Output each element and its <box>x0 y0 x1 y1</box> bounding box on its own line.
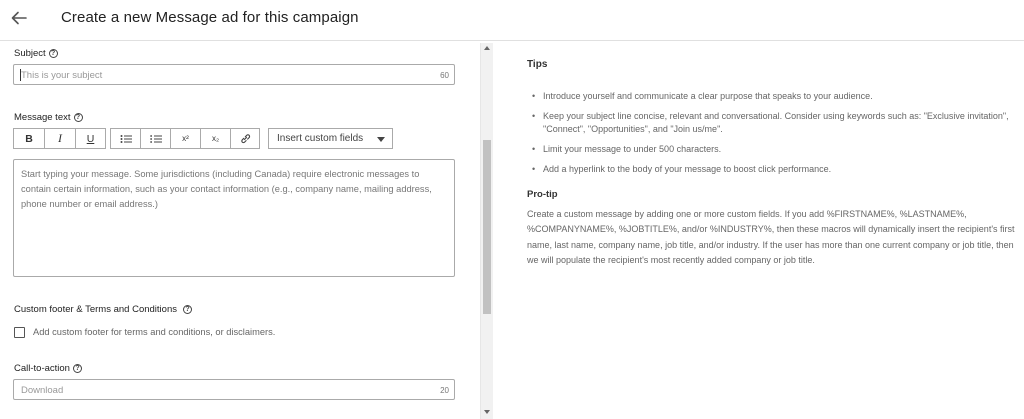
subject-input[interactable] <box>13 64 455 85</box>
numbered-list-button[interactable] <box>140 128 170 149</box>
format-toolbar-group <box>13 128 106 149</box>
insert-link-button[interactable] <box>230 128 260 149</box>
page-title: Create a new Message ad for this campaign <box>61 9 359 26</box>
cta-label <box>14 363 82 374</box>
cta-label-text: Call-to-action <box>14 363 70 374</box>
pro-tip-text: Create a custom message by adding one or more custom fields. If you add %FIRSTNAME%, %LASTNAME%, %COMPANYNAME%, %JOBTITLE%, and/or %INDUSTRY%, then these macros will dynamically insert the recipient's first name, last name, company name, job title, and/or industry. If the user has more than one current company or job title, then we will populate the recipient's most recently added company or job title. <box>527 209 1015 265</box>
cta-placeholder: Download <box>21 385 64 396</box>
form-scrollbar[interactable] <box>480 43 493 419</box>
page-header <box>0 0 1024 41</box>
scroll-down-arrow-icon[interactable] <box>484 410 490 414</box>
subscript-button[interactable]: x₂ <box>200 128 230 149</box>
ad-form-panel <box>0 41 480 419</box>
scrollbar-thumb[interactable] <box>483 140 491 314</box>
help-icon[interactable]: ? <box>183 305 192 314</box>
subject-char-counter: 60 <box>440 71 449 80</box>
message-label-text: Message text <box>14 112 71 123</box>
chevron-down-icon <box>377 137 385 142</box>
custom-footer-checkbox[interactable] <box>14 327 25 338</box>
bulleted-list-icon <box>120 134 132 144</box>
numbered-list-icon <box>150 134 162 144</box>
back-button[interactable] <box>8 7 30 29</box>
subject-placeholder: This is your subject <box>21 70 103 81</box>
tips-list <box>527 90 1022 183</box>
scroll-up-arrow-icon[interactable] <box>484 46 490 50</box>
arrow-left-icon <box>8 7 30 29</box>
subject-label <box>14 48 58 59</box>
custom-footer-label <box>14 304 192 315</box>
insert-custom-fields-label: Insert custom fields <box>277 133 364 144</box>
bulleted-list-button[interactable] <box>110 128 140 149</box>
pro-tip-title: Pro-tip <box>527 189 558 200</box>
tip-item: • Limit your message to under 500 characters. <box>527 143 1022 156</box>
message-textarea[interactable] <box>13 159 455 277</box>
superscript-button[interactable]: x² <box>170 128 200 149</box>
help-icon[interactable]: ? <box>49 49 58 58</box>
subject-label-text: Subject <box>14 48 46 59</box>
bold-button[interactable]: B <box>13 128 44 149</box>
tips-title: Tips <box>527 59 548 70</box>
message-placeholder: Start typing your message. Some jurisdictions (including Canada) require electronic messages to contain certain information, such as your contact information (e.g., company name, mailing address, phone number or email address.) <box>21 169 432 209</box>
tip-item: • Add a hyperlink to the body of your message to boost click performance. <box>527 163 1022 176</box>
help-icon[interactable]: ? <box>74 113 83 122</box>
cta-input[interactable] <box>13 379 455 400</box>
custom-footer-checkbox-label[interactable]: Add custom footer for terms and conditions, or disclaimers. <box>33 327 276 337</box>
tip-item: • Introduce yourself and communicate a clear purpose that speaks to your audience. <box>527 90 1022 103</box>
underline-button[interactable]: U <box>75 128 106 149</box>
custom-footer-label-text: Custom footer & Terms and Conditions <box>14 304 177 315</box>
help-icon[interactable]: ? <box>73 364 82 373</box>
cta-char-counter: 20 <box>440 386 449 395</box>
link-icon <box>240 133 251 144</box>
message-text-label <box>14 112 83 123</box>
list-toolbar-group <box>110 128 260 149</box>
italic-button[interactable]: I <box>44 128 75 149</box>
tips-panel <box>494 43 1024 419</box>
insert-custom-fields-dropdown[interactable] <box>268 128 393 149</box>
tip-item: • Keep your subject line concise, relevant and conversational. Consider using keywords such as: "Exclusive invitation", "Connect", "Opportunities", and "Join us/me". <box>527 110 1022 136</box>
